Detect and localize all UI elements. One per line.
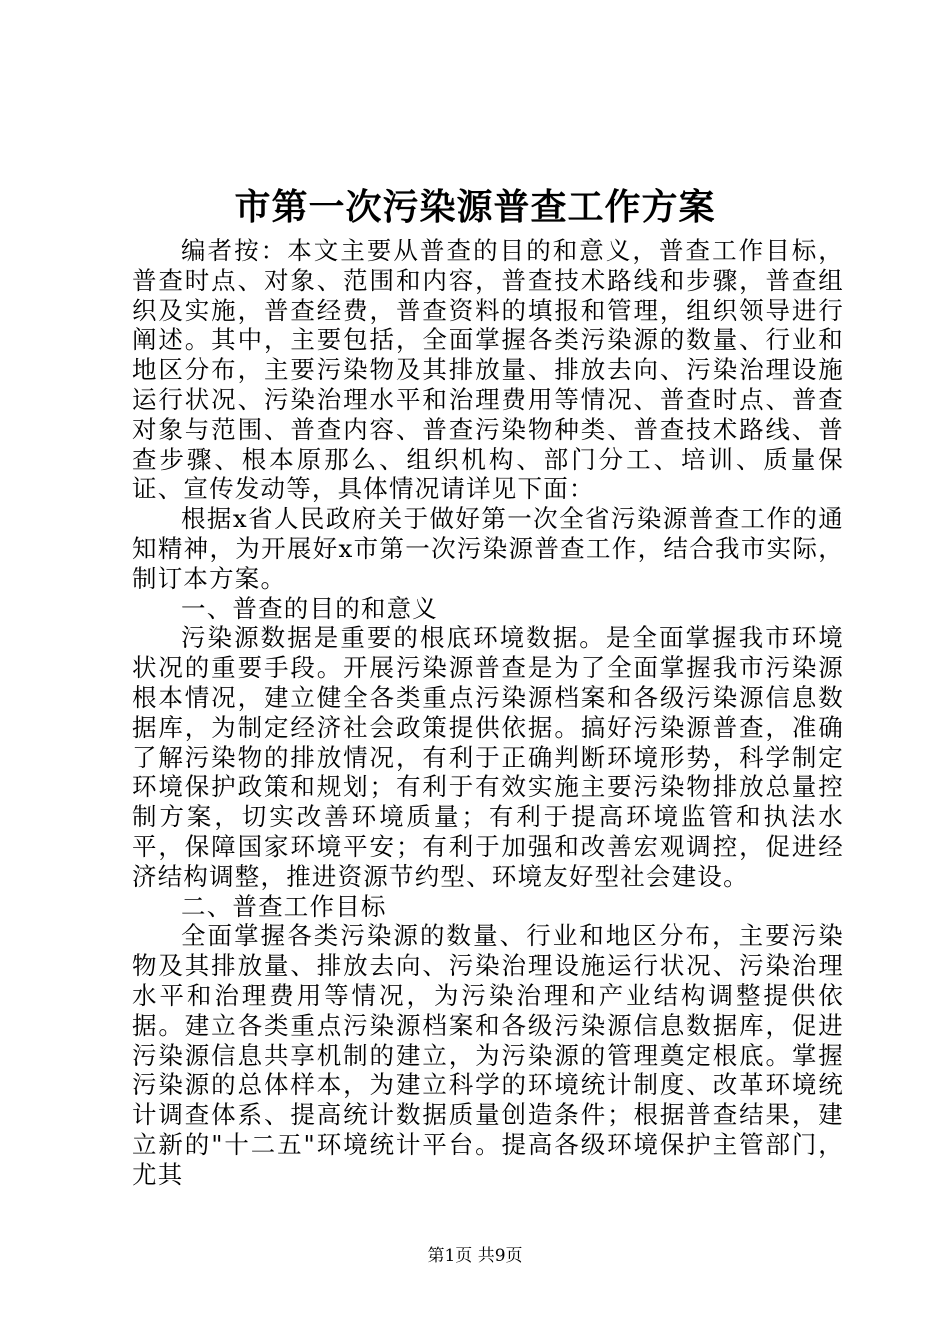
page-number-footer: 第1页 共9页 bbox=[427, 1246, 523, 1266]
intro-paragraph: 根据x省人民政府关于做好第一次全省污染源普查工作的通知精神，为开展好x市第一次污染源普查工作，结合我市实际，制订本方案。 bbox=[132, 504, 844, 593]
editor-note-paragraph: 编者按：本文主要从普查的目的和意义，普查工作目标，普查时点、对象、范围和内容，普查技术路线和步骤，普查组织及实施，普查经费，普查资料的填报和管理，组织领导进行阐述。其中，主要包括，全面掌握各类污染源的数量、行业和地区分布，主要污染物及其排放量、排放去向、污染治理设施运行状况、污染治理水平和治理费用等情况、普查时点、普查对象与范围、普查内容、普查污染物种类、普查技术路线、普查步骤、根本原那么、组织机构、部门分工、培训、质量保证、宣传发动等，具体情况请详见下面： bbox=[132, 236, 844, 504]
section-heading-purpose: 一、普查的目的和意义 bbox=[181, 593, 438, 623]
section-body-purpose: 污染源数据是重要的根底环境数据。是全面掌握我市环境状况的重要手段。开展污染源普查是为了全面掌握我市污染源根本情况，建立健全各类重点污染源档案和各级污染源信息数据库，为制定经济社会政策提供依据。搞好污染源普查，准确了解污染物的排放情况，有利于正确判断环境形势，科学制定环境保护政策和规划；有利于有效实施主要污染物排放总量控制方案，切实改善环境质量；有利于提高环境监管和执法水平，保障国家环境平安；有利于加强和改善宏观调控，促进经济结构调整，推进资源节约型、环境友好型社会建设。 bbox=[132, 623, 844, 891]
section-heading-goals: 二、普查工作目标 bbox=[181, 891, 387, 921]
document-title: 市第一次污染源普查工作方案 bbox=[234, 186, 716, 228]
section-body-goals: 全面掌握各类污染源的数量、行业和地区分布，主要污染物及其排放量、排放去向、污染治理设施运行状况、污染治理水平和治理费用等情况，为污染治理和产业结构调整提供依据。建立各类重点污染源档案和各级污染源信息数据库，促进污染源信息共享机制的建立，为污染源的管理奠定根底。掌握污染源的总体样本，为建立科学的环境统计制度、改革环境统计调查体系、提高统计数据质量创造条件；根据普查结果，建立新的"十二五"环境统计平台。提高各级环境保护主管部门，尤其 bbox=[132, 921, 844, 1189]
document-body bbox=[132, 236, 844, 1190]
